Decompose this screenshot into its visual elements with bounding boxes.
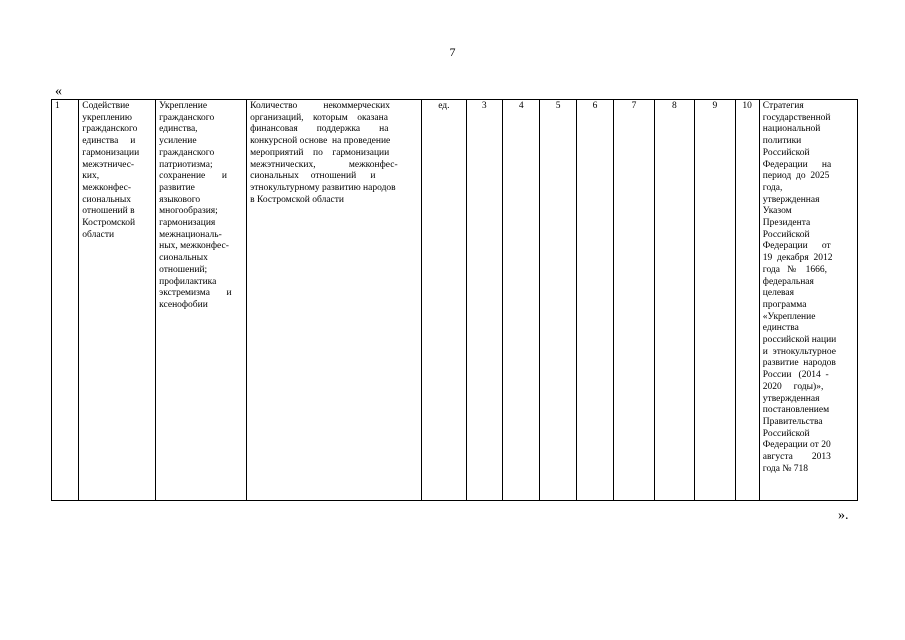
text-line: конкурсной основе на проведение xyxy=(250,136,391,147)
text-line: Российской xyxy=(762,229,810,240)
text-line: межэтничес- xyxy=(82,159,135,170)
text-line: отношений; xyxy=(159,264,208,275)
value-cell: 8 xyxy=(654,100,694,501)
text-line: Указом xyxy=(762,206,792,217)
text-line: развитие народов xyxy=(762,358,836,369)
text-line: период до 2025 xyxy=(762,171,830,182)
text-line: сиональных xyxy=(82,194,132,205)
text-line: финансовая поддержка на xyxy=(250,124,389,135)
indicator-text xyxy=(250,101,418,206)
text-line: межэтнических, межконфес- xyxy=(250,159,398,170)
text-line: года, xyxy=(762,182,783,193)
text-line: единства xyxy=(762,323,799,334)
unit-cell: ед. xyxy=(422,100,466,501)
text-line: политики xyxy=(762,136,802,147)
text-line: единства и xyxy=(82,136,136,147)
text-line: целевая xyxy=(762,288,795,299)
text-line: программа xyxy=(762,299,807,310)
text-line: усиление xyxy=(159,136,197,147)
text-line: и этнокультурное xyxy=(762,346,836,357)
text-line: 2020 годы)», xyxy=(762,381,824,392)
indicator-cell xyxy=(247,100,422,501)
text-line: многообразия; xyxy=(159,206,218,217)
text-line: России (2014 - xyxy=(762,370,829,381)
text-line: гармонизация xyxy=(159,218,216,229)
text-line: гражданского xyxy=(82,124,138,135)
value-cell: 6 xyxy=(576,100,613,501)
text-line: межнациональ- xyxy=(159,229,222,240)
opening-quote-mark: « xyxy=(55,84,62,99)
text-line: мероприятий по гармонизации xyxy=(250,147,390,158)
text-line: языкового xyxy=(159,194,201,205)
text-line: профилактика xyxy=(159,276,217,287)
text-line: Федерации на xyxy=(762,159,832,170)
text-line: утвержденная xyxy=(762,393,820,404)
text-line: Федерации от 20 xyxy=(762,440,831,451)
legal-source-cell xyxy=(759,100,857,501)
text-line: «Укрепление xyxy=(762,311,816,322)
text-line: Укрепление xyxy=(159,101,208,111)
text-line: Костромской xyxy=(82,218,136,229)
text-line: Президента xyxy=(762,218,811,229)
text-line: постановлением xyxy=(762,405,830,416)
value-cell: 3 xyxy=(466,100,502,501)
value-cell: 4 xyxy=(503,100,540,501)
text-line: в Костромской области xyxy=(250,194,344,205)
program-indicators-table xyxy=(51,99,858,501)
text-line: ких, xyxy=(82,171,100,182)
text-line: федеральная xyxy=(762,276,814,287)
text-line: развитие xyxy=(159,182,195,193)
row-number-cell: 1 xyxy=(52,100,79,501)
text-line: Российской xyxy=(762,428,810,439)
text-line: единства, xyxy=(159,124,198,135)
text-line: утвержденная xyxy=(762,194,820,205)
value-cell: 7 xyxy=(614,100,654,501)
text-line: экстремизма и xyxy=(159,288,232,299)
text-line: 19 декабря 2012 xyxy=(762,253,833,264)
text-line: сохранение и xyxy=(159,171,227,182)
value-cell: 9 xyxy=(695,100,735,501)
text-line: Стратегия xyxy=(762,101,804,111)
tasks-cell xyxy=(156,100,247,501)
text-line: межконфес- xyxy=(82,182,132,193)
text-line: сиональных xyxy=(159,253,208,264)
text-line: гражданского xyxy=(159,147,215,158)
subprogram-name-cell xyxy=(79,100,156,501)
text-line: ксенофобии xyxy=(159,299,208,310)
text-line: Правительства xyxy=(762,416,823,427)
text-line: гражданского xyxy=(159,112,215,123)
text-line: гармонизации xyxy=(82,147,140,158)
closing-quote-mark: ». xyxy=(838,508,849,523)
text-line: государственной xyxy=(762,112,831,123)
value-cell: 5 xyxy=(540,100,576,501)
table-row xyxy=(52,100,858,501)
text-line: Количество некоммерческих xyxy=(250,101,391,111)
text-line: сиональных отношений и xyxy=(250,171,376,182)
tasks-text xyxy=(159,101,243,312)
subprogram-name-text xyxy=(82,101,152,241)
text-line: ных, межконфес- xyxy=(159,241,229,252)
text-line: национальной xyxy=(762,124,821,135)
text-line: отношений в xyxy=(82,206,135,217)
text-line: области xyxy=(82,229,115,240)
text-line: Содействие xyxy=(82,101,130,111)
text-line: августа 2013 xyxy=(762,452,831,463)
value-cell: 10 xyxy=(735,100,759,501)
text-line: Федерации от xyxy=(762,241,831,252)
legal-source-text xyxy=(763,101,854,476)
text-line: этнокультурному развитию народов xyxy=(250,182,396,193)
text-line: года № 718 xyxy=(762,463,809,474)
text-line: российской нации xyxy=(762,335,837,346)
text-line: Российской xyxy=(762,147,810,158)
page-number: 7 xyxy=(449,45,456,59)
text-line: организаций, которым оказана xyxy=(250,112,388,123)
text-line: укреплению xyxy=(82,112,132,123)
text-line: года № 1666, xyxy=(762,264,828,275)
text-line: патриотизма; xyxy=(159,159,213,170)
